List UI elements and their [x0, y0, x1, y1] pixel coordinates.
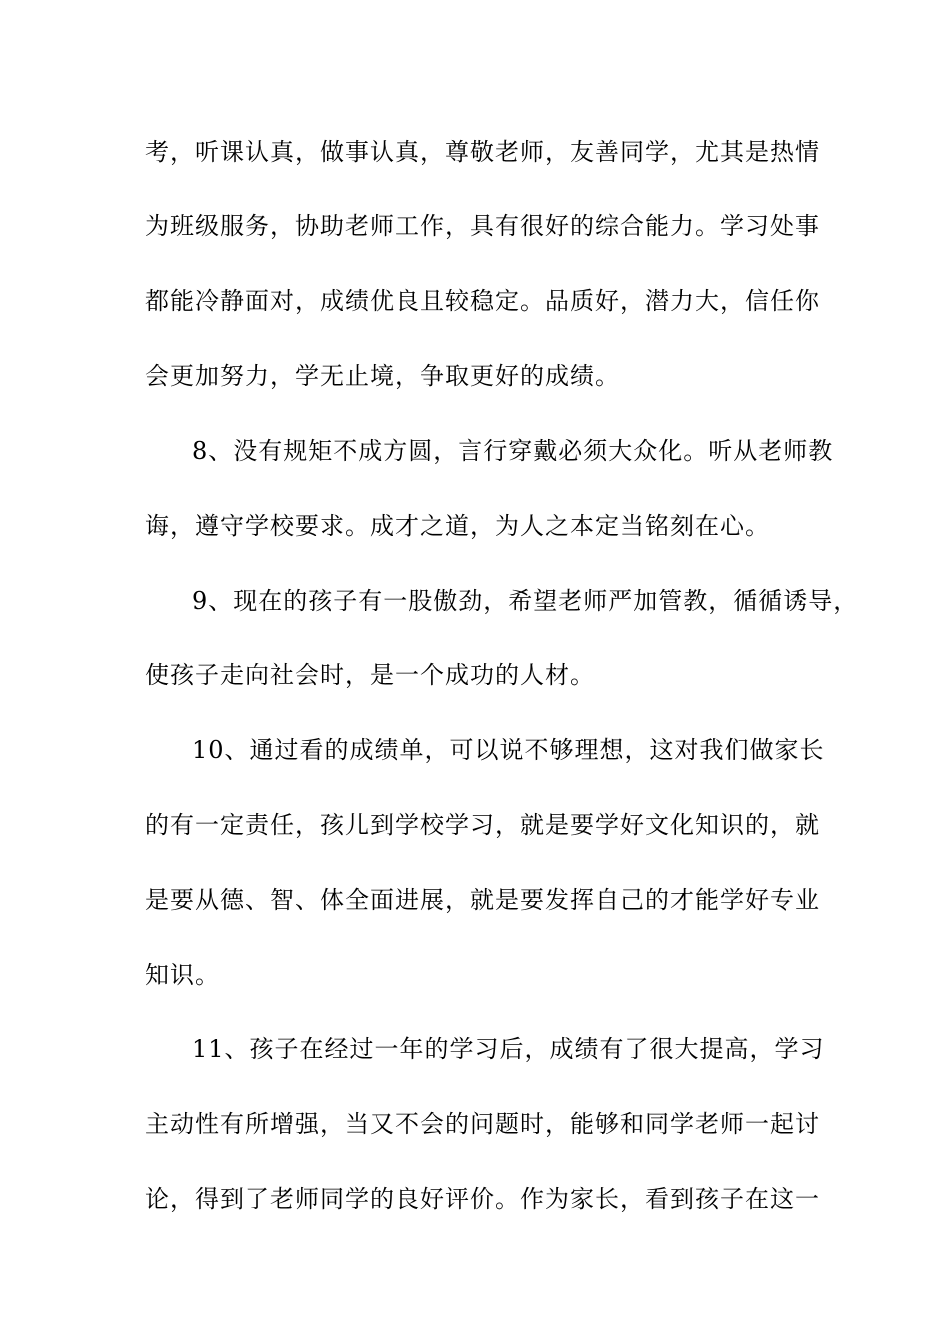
paragraph-10-line: 10、通过看的成绩单，可以说不够理想，这对我们做家长: [192, 736, 825, 764]
text-line: 是要从德、智、体全面进展，就是要发挥自己的才能学好专业: [145, 886, 820, 914]
text-line: 使孩子走向社会时，是一个成功的人材。: [145, 661, 595, 689]
text-line: 为班级服务，协助老师工作，具有很好的综合能力。学习处事: [145, 212, 820, 240]
paragraph-8-line: 8、没有规矩不成方圆，言行穿戴必须大众化。听从老师教: [192, 437, 834, 465]
text-line: 主动性有所增强，当又不会的问题时，能够和同学老师一起讨: [145, 1110, 820, 1138]
paragraph-9-line: 9、现在的孩子有一股傲劲，希望老师严加管教，循循诱导，: [192, 587, 859, 615]
text-line: 会更加努力，学无止境，争取更好的成绩。: [145, 362, 620, 390]
text-line: 知识。: [145, 961, 220, 989]
text-line: 论，得到了老师同学的良好评价。作为家长，看到孩子在这一: [145, 1185, 820, 1213]
text-line: 考，听课认真，做事认真，尊敬老师，友善同学，尤其是热情: [145, 138, 820, 166]
paragraph-11-line: 11、孩子在经过一年的学习后，成绩有了很大提高，学习: [192, 1035, 825, 1063]
text-line: 诲，遵守学校要求。成才之道，为人之本定当铭刻在心。: [145, 512, 770, 540]
text-line: 都能冷静面对，成绩优良且较稳定。品质好，潜力大，信任你: [145, 287, 820, 315]
text-line: 的有一定责任，孩儿到学校学习，就是要学好文化知识的，就: [145, 811, 820, 839]
